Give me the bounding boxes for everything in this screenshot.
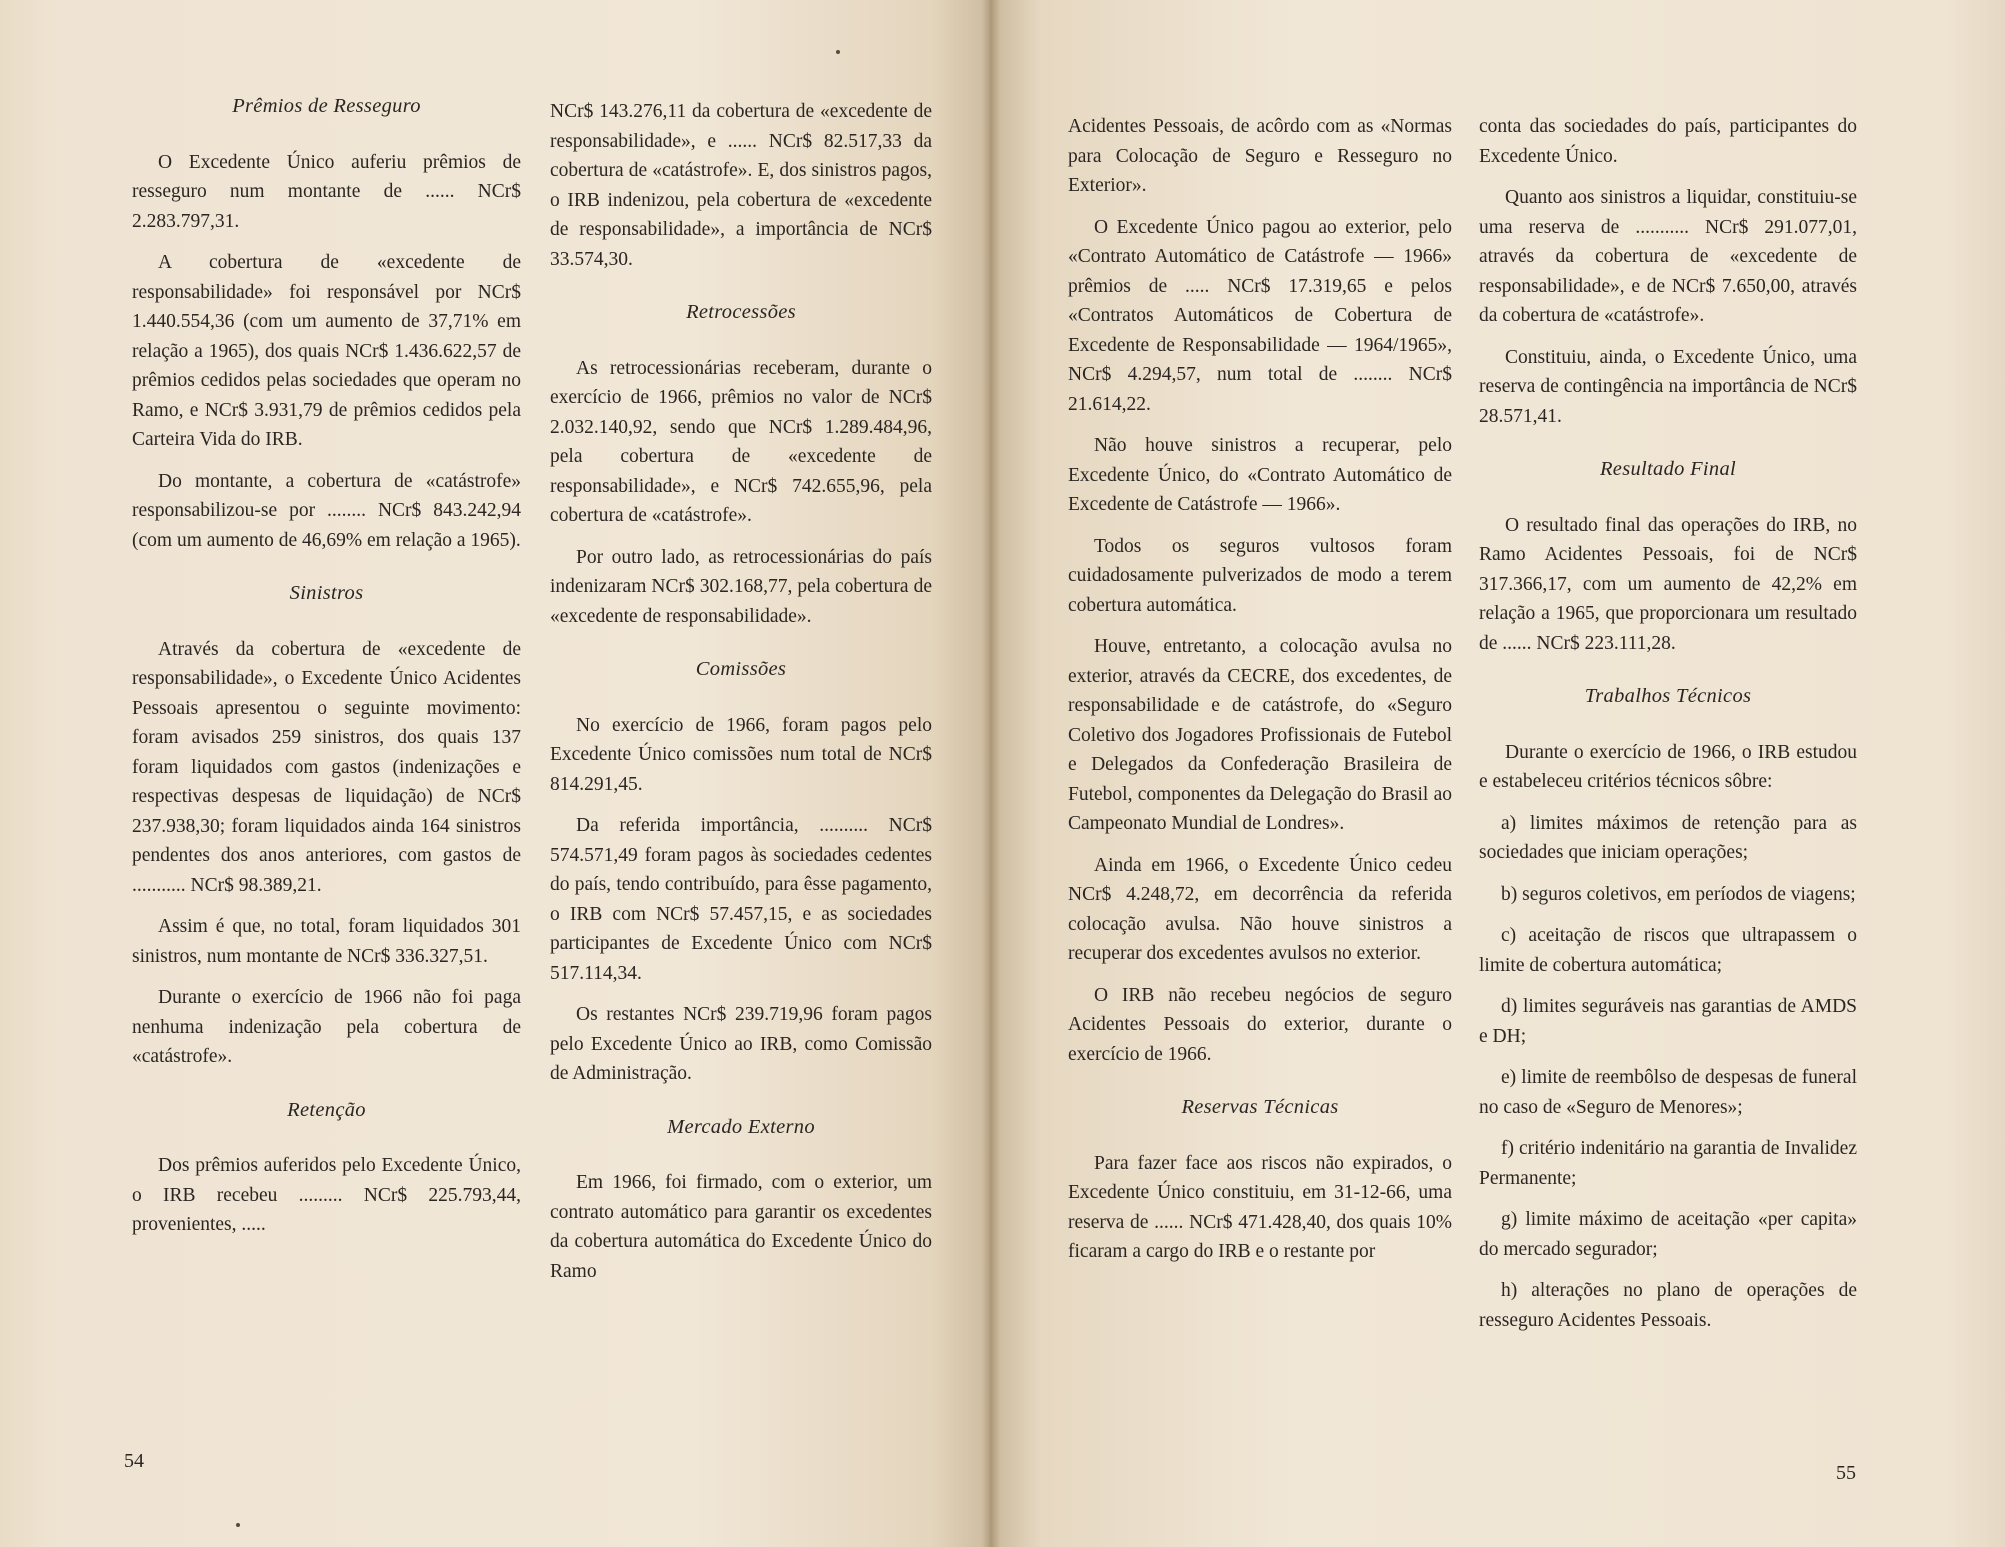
section-heading-premios: Prêmios de Resseguro (232, 95, 421, 117)
paragraph: Os restantes NCr$ 239.719,96 foram pagos pelo Excedente Único ao IRB, como Comissão de Administração. (550, 1004, 932, 1084)
paragraph: Ainda em 1966, o Excedente Único cedeu NCr$ 4.248,72, em decorrência da referida colocação avulsa. Não houve sinistros a recuperar dos excedentes avulsos no exterior. (1068, 854, 1452, 964)
list-item: f) critério indenitário na garantia de Invalidez Permanente; (1479, 1138, 1857, 1189)
paragraph: O IRB não recebeu negócios de seguro Acidentes Pessoais do exterior, durante o exercício de 1966. (1068, 984, 1452, 1065)
paragraph: Constituiu, ainda, o Excedente Único, uma reserva de contingência na importância de NCr$ 28.571,41. (1479, 346, 1857, 427)
section-heading-reservas: Reservas Técnicas (1181, 1096, 1339, 1118)
section-heading-sinistros: Sinistros (289, 582, 364, 604)
print-speck (236, 1523, 240, 1527)
paragraph: Através da cobertura de «excedente de responsabilidade», o Excedente Único Acidentes Pessoais apresentou o seguinte movimento: foram avisados 259 sinistros, dos quais 137 foram liquidados com gastos (indenizações e respectivas despesas de liquidação) de NCr$ 237.938,30; foram liquidados ainda 164 sinistros pendentes dos anos anteriores, com gastos de ........... NCr$ 98.389,21. (132, 638, 521, 896)
section-heading-comissoes: Comissões (695, 658, 787, 680)
page-number-right: 55 (1836, 1462, 1856, 1484)
list-item: e) limite de reembôlso de despesas de funeral no caso de «Seguro de Menores»; (1479, 1067, 1857, 1118)
list-item: g) limite máximo de aceitação «per capita» do mercado segurador; (1479, 1209, 1857, 1260)
paragraph: No exercício de 1966, foram pagos pelo Excedente Único comissões num total de NCr$ 814.291,45. (550, 714, 932, 795)
page-number-left: 54 (124, 1450, 144, 1472)
right-column-1 (1068, 112, 1452, 1279)
paragraph: O Excedente Único pagou ao exterior, pelo «Contrato Automático de Catástrofe — 1966» prêmios de ..... NCr$ 17.319,65 e pelos «Contratos Automáticos de Cobertura de Excedente de Responsabilidade — 1964/1965», NCr$ 4.294,57, num total de ........ NCr$ 21.614,22. (1068, 216, 1452, 415)
left-column-2 (550, 97, 932, 1298)
list-item: h) alterações no plano de operações de resseguro Acidentes Pessoais. (1479, 1280, 1857, 1331)
section-heading-resultado: Resultado Final (1599, 458, 1737, 480)
print-speck (836, 50, 840, 54)
list-item: b) seguros coletivos, em períodos de viagens; (1501, 883, 1856, 905)
paragraph: Por outro lado, as retrocessionárias do país indenizaram NCr$ 302.168,77, pela cobertura de «excedente de responsabilidade». (550, 546, 932, 627)
paragraph: Quanto aos sinistros a liquidar, constituiu-se uma reserva de ........... NCr$ 291.077,01, através da cobertura de «excedente de responsabilidade», e de NCr$ 7.650,00, através da cobertura de «catástrofe». (1479, 187, 1857, 326)
paragraph: Durante o exercício de 1966, o IRB estudou e estabeleceu critérios técnicos sôbre: (1479, 741, 1857, 792)
right-column-2 (1479, 112, 1857, 1347)
paragraph: O Excedente Único auferiu prêmios de resseguro num montante de ...... NCr$ 2.283.797,31. (132, 151, 521, 232)
list-item: c) aceitação de riscos que ultrapassem o limite de cobertura automática; (1479, 925, 1857, 976)
list-item: d) limites seguráveis nas garantias de AMDS e DH; (1479, 996, 1857, 1047)
paragraph: NCr$ 143.276,11 da cobertura de «excedente de responsabilidade», e ...... NCr$ 82.517,33 da cobertura de «catástrofe». E, dos sinistros pagos, o IRB indenizou, pela cobertura de «excedente de responsabilidade», a importância de NCr$ 33.574,30. (550, 101, 932, 270)
section-heading-trabalhos: Trabalhos Técnicos (1584, 685, 1752, 707)
paragraph: Do montante, a cobertura de «catástrofe» responsabilizou-se por ........ NCr$ 843.242,94 (com um aumento de 46,69% em relação a 1965). (132, 470, 521, 551)
paragraph: Em 1966, foi firmado, com o exterior, um contrato automático para garantir os excedentes da cobertura automática do Excedente Único do Ramo (550, 1172, 932, 1282)
section-heading-retrocessoes: Retrocessões (686, 301, 796, 323)
paragraph: Durante o exercício de 1966 não foi paga nenhuma indenização pela cobertura de «catástrofe». (132, 987, 521, 1067)
paragraph: conta das sociedades do país, participantes do Excedente Único. (1479, 116, 1857, 167)
paragraph: Da referida importância, .......... NCr$ 574.571,49 foram pagos às sociedades cedentes do país, tendo contribuído, para êsse pagamento, o IRB com NCr$ 57.457,15, e as sociedades participantes de Excedente Único com NCr$ 517.114,34. (550, 815, 932, 984)
paragraph: Dos prêmios auferidos pelo Excedente Único, o IRB recebeu ......... NCr$ 225.793,44, provenientes, ..... (132, 1155, 521, 1235)
paragraph: Assim é que, no total, foram liquidados 301 sinistros, num montante de NCr$ 336.327,51. (132, 916, 521, 967)
list-item: a) limites máximos de retenção para as sociedades que iniciam operações; (1479, 812, 1857, 863)
section-heading-mercado-externo: Mercado Externo (667, 1115, 815, 1138)
section-heading-retencao: Retenção (287, 1098, 366, 1121)
book-gutter (982, 0, 1000, 1547)
paragraph: A cobertura de «excedente de responsabilidade» foi responsável por NCr$ 1.440.554,36 (com um aumento de 37,71% em relação a 1965), dos quais NCr$ 1.436.622,57 de prêmios cedidos pelas sociedades que operam no Ramo, e NCr$ 3.931,79 de prêmios cedidos pela Carteira Vida do IRB. (132, 252, 521, 450)
paragraph: Para fazer face aos riscos não expirados, o Excedente Único constituiu, em 31-12-66, uma reserva de ...... NCr$ 471.428,40, dos quais 10% ficaram a cargo do IRB e o restante por (1068, 1152, 1452, 1262)
paragraph: Não houve sinistros a recuperar, pelo Excedente Único, do «Contrato Automático de Excedente de Catástrofe — 1966». (1068, 435, 1452, 515)
paragraph: Acidentes Pessoais, de acôrdo com as «Normas para Colocação de Seguro e Resseguro no Exterior». (1068, 116, 1452, 196)
paragraph: Houve, entretanto, a colocação avulsa no exterior, através da CECRE, dos excedentes, de responsabilidade e de catástrofe, do «Seguro Coletivo dos Jogadores Profissionais de Futebol e Delegados da Confederação Brasileira de Futebol, componentes da Delegação do Brasil ao Campeonato Mundial de Londres». (1068, 636, 1452, 834)
left-column-1 (132, 92, 521, 1252)
paragraph: O resultado final das operações do IRB, no Ramo Acidentes Pessoais, foi de NCr$ 317.366,17, com um aumento de 42,2% em relação a 1965, que proporcionara um resultado de ...... NCr$ 223.111,28. (1479, 514, 1857, 654)
paragraph: Todos os seguros vultosos foram cuidadosamente pulverizados de modo a terem cobertura automática. (1068, 535, 1452, 616)
paragraph: As retrocessionárias receberam, durante o exercício de 1966, prêmios no valor de NCr$ 2.032.140,92, sendo que NCr$ 1.289.484,96, pela cobertura de «excedente de responsabilidade», e NCr$ 742.655,96, pela cobertura de «catástrofe». (550, 357, 932, 526)
